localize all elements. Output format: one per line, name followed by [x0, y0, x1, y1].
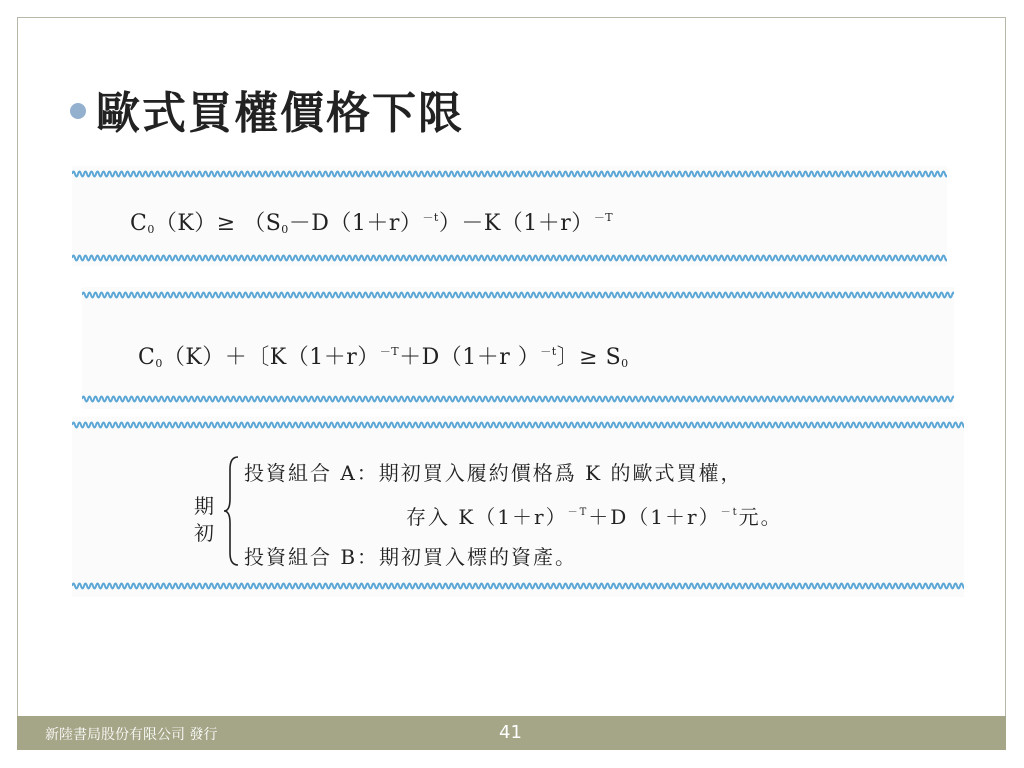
- portfolio-panel: [72, 417, 964, 597]
- side-label-top: 期: [194, 494, 214, 518]
- slide-title: 歐式買權價格下限: [96, 88, 464, 139]
- page-number: 41: [499, 722, 522, 743]
- portfolio-a-deposit-line: 存入 $K(1+r)^{-T}+D(1+r)^{-t}$元。: [406, 505, 783, 529]
- portfolio-a-line: 投資組合 A：期初買入履約價格爲 K 的歐式買權，: [244, 461, 743, 485]
- footer-publisher: 新陸書局股份有限公司 發行: [45, 727, 218, 743]
- footer-bar: [17, 716, 1006, 750]
- portfolio-b-line: 投資組合 B：期初買入標的資產。: [244, 545, 578, 569]
- wave-border-bottom: [72, 252, 947, 264]
- title-row: [70, 74, 464, 144]
- wave-border-top: [72, 419, 964, 431]
- brace-icon: [222, 455, 242, 567]
- wave-border-bottom: [82, 393, 954, 405]
- wave-border-top: [72, 168, 947, 180]
- formula-2: $C_0(K)+$〔$K(1+r)^{-T}+D(1+r$ ）$^{-t}$〕≥ $S_0$: [138, 345, 629, 370]
- wave-border-bottom: [72, 580, 964, 592]
- formula-panel-1: [72, 166, 947, 266]
- side-label-bottom: 初: [194, 521, 214, 545]
- formula-panel-2: [82, 287, 954, 409]
- bullet-icon: [70, 103, 86, 119]
- wave-border-top: [82, 289, 954, 301]
- formula-1: $C_0(K)\ge (S_0-D(1+r)^{-t})-K(1+r)^{-T}$: [130, 211, 614, 236]
